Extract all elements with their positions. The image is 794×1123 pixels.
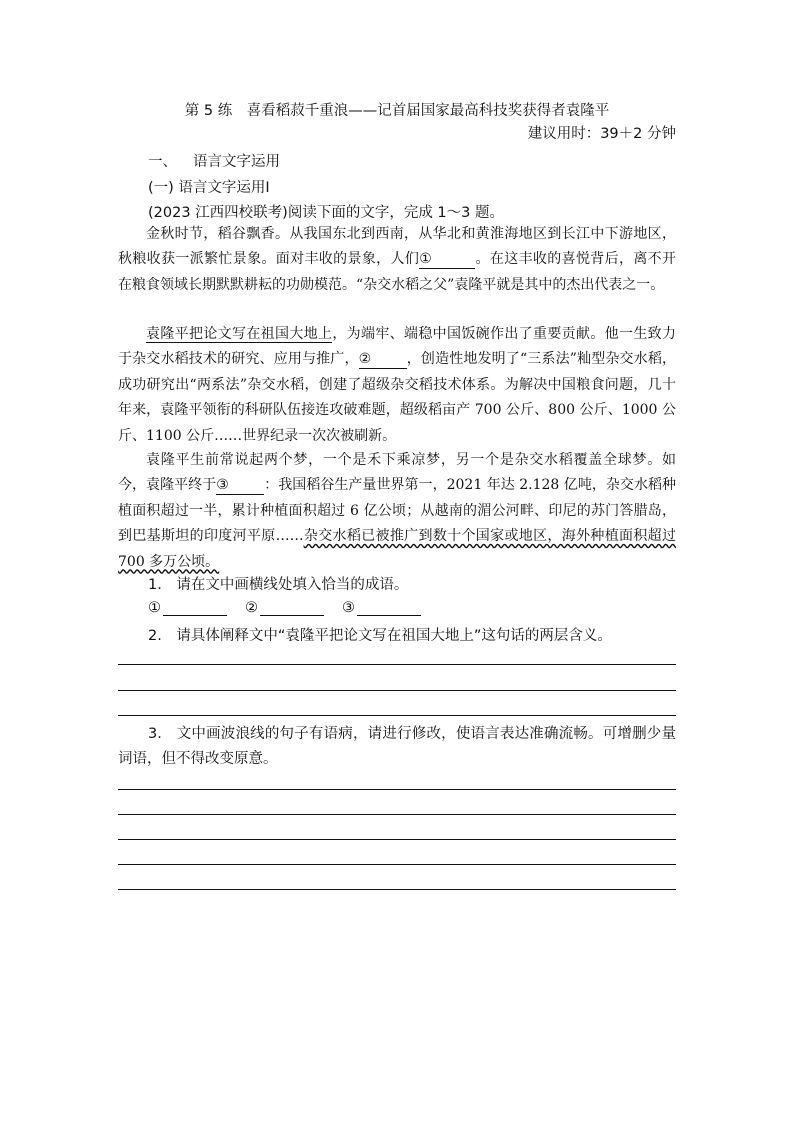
question-2: 2. 请具体阐释文中“袁隆平把论文写在祖国大地上”这句话的两层含义。	[148, 628, 612, 644]
suggested-time: 建议用时：39＋2 分钟	[527, 126, 676, 142]
wavy-underlined-sentence: 杂交水稻已被推广到数十个国家或地区，海外种植面积超过 700 多万公顷。	[118, 528, 677, 570]
section-number: 一、	[148, 154, 177, 170]
passage-paragraph-3	[118, 448, 676, 575]
passage-paragraph-1	[118, 222, 676, 298]
answer-mark: ①	[148, 600, 161, 616]
answer-slot-2	[245, 599, 324, 616]
paragraph-text: 。在这丰收的喜悦背后，离不开在粮食领域长期默默耕耘的功勋模范。“杂交水稻之父”袁隆平就是其中的杰出代表之一。	[118, 251, 677, 293]
answer-blank[interactable]	[357, 599, 421, 616]
answer-slot-1	[148, 599, 227, 616]
answer-slot-3	[342, 599, 421, 616]
answer-mark: ③	[342, 600, 355, 616]
answer-line[interactable]	[118, 814, 676, 815]
fill-blank-2[interactable]: ②	[359, 351, 407, 369]
paragraph-text: 袁隆平生前常说起两个梦，一个是禾下乘凉梦，另一个是杂交水稻覆盖全球梦。如今，袁隆平终于	[118, 452, 676, 494]
answer-mark: ②	[245, 600, 258, 616]
answer-blank[interactable]	[163, 599, 227, 616]
answer-line[interactable]	[118, 839, 676, 840]
passage-paragraph-2	[118, 322, 676, 449]
paragraph-text: ，为端牢、端稳中国饭碗作出了重要贡献。他一生致力于杂交水稻技术的研究、应用与推广，	[118, 326, 677, 368]
fill-blank-3[interactable]: ③	[216, 477, 264, 495]
paragraph-text: ：我国稻谷生产量世界第一，2021 年达 2.128 亿吨，杂交水稻种植面积超过一半，累计种植面积超过 6 亿公顷；从越南的湄公河畔、印尼的苏门答腊岛，到巴基斯坦的印度河平原……	[118, 477, 676, 545]
underlined-sentence: 袁隆平把论文写在祖国大地上	[146, 326, 333, 342]
paragraph-text: ，创造性地发明了“三系法”籼型杂交水稻，成功研究出“两系法”杂交水稻，创建了超级杂交稻技术体系。为解决中国粮食问题，几十年来，袁隆平领衔的科研队伍接连攻破难题，超级稻亩产 700 公斤、800 公斤、1000 公斤、1100 公斤……世界纪录一次次被刷新。	[118, 351, 676, 444]
source-instruction: (2023 江西四校联考)阅读下面的文字，完成 1～3 题。	[148, 205, 504, 221]
answer-line[interactable]	[118, 789, 676, 790]
section-title: 语言文字运用	[193, 154, 280, 170]
answer-line[interactable]	[118, 864, 676, 865]
question-1: 1. 请在文中画横线处填入恰当的成语。	[148, 577, 409, 593]
paragraph-text: 金秋时节，稻谷飘香。从我国东北到西南，从华北和黄淮海地区到长江中下游地区，秋粮收获一派繁忙景象。面对丰收的景象，人们	[118, 226, 676, 268]
answer-line[interactable]	[118, 715, 676, 716]
answer-line[interactable]	[118, 889, 676, 890]
question-1-answer-row	[148, 599, 421, 616]
question-3: 3. 文中画波浪线的句子有语病，请进行修改，使语言表达准确流畅。可增删少量词语，但不得改变原意。	[118, 726, 676, 767]
page-title: 第 5 练 喜看稻菽千重浪——记首届国家最高科技奖获得者袁隆平	[184, 103, 610, 119]
fill-blank-1[interactable]: ①	[419, 251, 475, 269]
answer-blank[interactable]	[260, 599, 324, 616]
answer-line[interactable]	[118, 664, 676, 665]
answer-line[interactable]	[118, 690, 676, 691]
section-heading	[148, 150, 280, 171]
subsection-heading: (一) 语言文字运用Ⅰ	[148, 180, 270, 196]
